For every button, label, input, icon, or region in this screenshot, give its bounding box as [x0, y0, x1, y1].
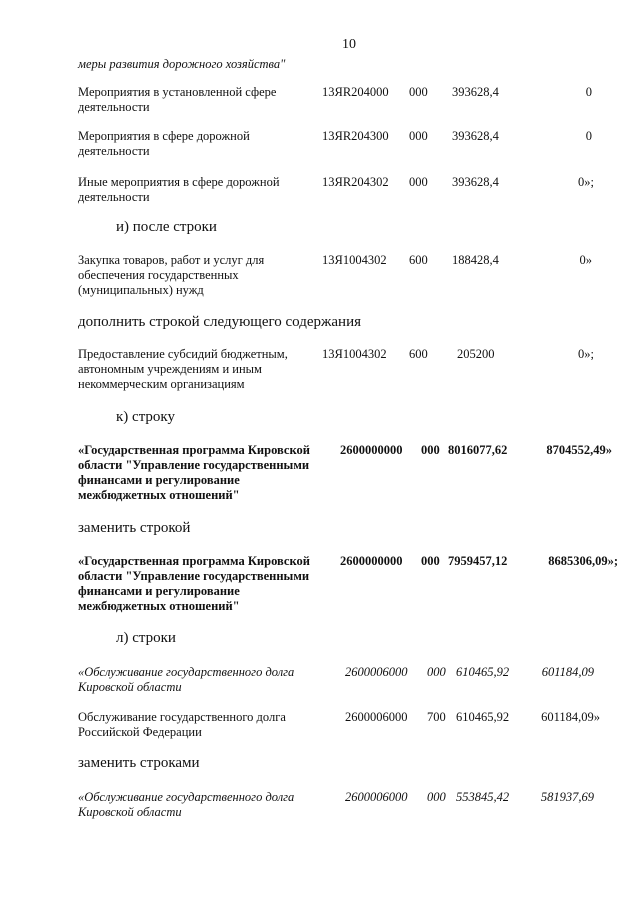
row-name-line: обеспечения государственных — [78, 268, 239, 282]
row-value-1: 393628,4 — [452, 85, 499, 99]
row-name-line: Кировской области — [78, 680, 182, 694]
row-name-line: «Государственная программа Кировской — [78, 443, 310, 457]
row-name-line: Мероприятия в сфере дорожной — [78, 129, 250, 143]
row-name-line: «Государственная программа Кировской — [78, 554, 310, 568]
row-name-line: Предоставление субсидий бюджетным, — [78, 347, 288, 361]
row-value-1: 205200 — [457, 347, 495, 361]
row-value-2: 8704552,49» — [546, 443, 612, 457]
row-name-line: «Обслуживание государственного долга — [78, 790, 295, 804]
row-code: 2600006000 — [345, 665, 408, 679]
row-value-2: 8685306,09»; — [548, 554, 618, 568]
row-name-line: Российской Федерации — [78, 725, 202, 739]
row-value-2: 0 — [585, 85, 592, 99]
row-kind: 000 — [421, 443, 440, 457]
row-kind: 600 — [409, 253, 428, 267]
row-code: 2600000000 — [340, 443, 403, 457]
row-name-line: межбюджетных отношений" — [78, 599, 240, 613]
row-name-line: автономным учреждениям и иным — [78, 362, 262, 376]
row-value-1: 610465,92 — [456, 665, 510, 679]
row-name-line: Закупка товаров, работ и услуг для — [78, 253, 265, 267]
row-code: 13ЯR204302 — [322, 175, 389, 189]
row-name-line: Иные мероприятия в сфере дорожной — [78, 175, 280, 189]
row-value-1: 7959457,12 — [448, 554, 508, 568]
row-name-line: финансами и регулирование — [78, 473, 240, 487]
row-name-line: деятельности — [78, 144, 150, 158]
row-value-1: 8016077,62 — [448, 443, 508, 457]
row-code: 2600000000 — [340, 554, 403, 568]
row-value-2: 601184,09» — [541, 710, 600, 724]
row-name-line: области "Управление государственными — [78, 569, 310, 583]
row-kind: 700 — [427, 710, 446, 724]
row-code: 13Я1004302 — [322, 253, 387, 267]
section-heading: заменить строкой — [78, 520, 191, 536]
continuation-line: меры развития дорожного хозяйства" — [78, 57, 286, 71]
row-kind: 000 — [409, 129, 428, 143]
section-heading: л) строки — [116, 630, 176, 646]
row-name-line: деятельности — [78, 100, 150, 114]
row-value-1: 188428,4 — [452, 253, 499, 267]
row-name-line: деятельности — [78, 190, 150, 204]
row-code: 2600006000 — [345, 790, 408, 804]
row-kind: 000 — [409, 175, 428, 189]
row-name-line: Обслуживание государственного долга — [78, 710, 286, 724]
row-code: 13ЯR204000 — [322, 85, 389, 99]
section-heading: к) строку — [116, 409, 176, 425]
row-kind: 000 — [409, 85, 428, 99]
row-kind: 000 — [421, 554, 440, 568]
row-name-line: финансами и регулирование — [78, 584, 240, 598]
row-value-2: 0»; — [578, 175, 594, 189]
row-kind: 600 — [409, 347, 428, 361]
row-value-1: 393628,4 — [452, 129, 499, 143]
row-value-2: 601184,09 — [541, 665, 594, 679]
row-value-2: 0 — [585, 129, 592, 143]
row-name-line: некоммерческим организациям — [78, 377, 245, 391]
row-kind: 000 — [427, 665, 446, 679]
section-heading: дополнить строкой следующего содержания — [78, 314, 362, 330]
page-number: 10 — [342, 37, 356, 52]
row-code: 13ЯR204300 — [322, 129, 389, 143]
section-heading: заменить строками — [78, 755, 200, 771]
section-heading: и) после строки — [116, 219, 217, 235]
row-code: 13Я1004302 — [322, 347, 387, 361]
row-name-line: «Обслуживание государственного долга — [78, 665, 295, 679]
row-name-line: области "Управление государственными — [78, 458, 310, 472]
row-value-2: 0» — [579, 253, 592, 267]
row-name-line: Мероприятия в установленной сфере — [78, 85, 277, 99]
row-kind: 000 — [427, 790, 446, 804]
row-name-line: Кировской области — [78, 805, 182, 819]
row-value-2: 0»; — [578, 347, 594, 361]
row-value-1: 610465,92 — [456, 710, 510, 724]
row-name-line: межбюджетных отношений" — [78, 488, 240, 502]
row-name-line: (муниципальных) нужд — [78, 283, 204, 297]
row-value-2: 581937,69 — [540, 790, 594, 804]
row-value-1: 393628,4 — [452, 175, 499, 189]
row-code: 2600006000 — [345, 710, 408, 724]
row-value-1: 553845,42 — [456, 790, 510, 804]
